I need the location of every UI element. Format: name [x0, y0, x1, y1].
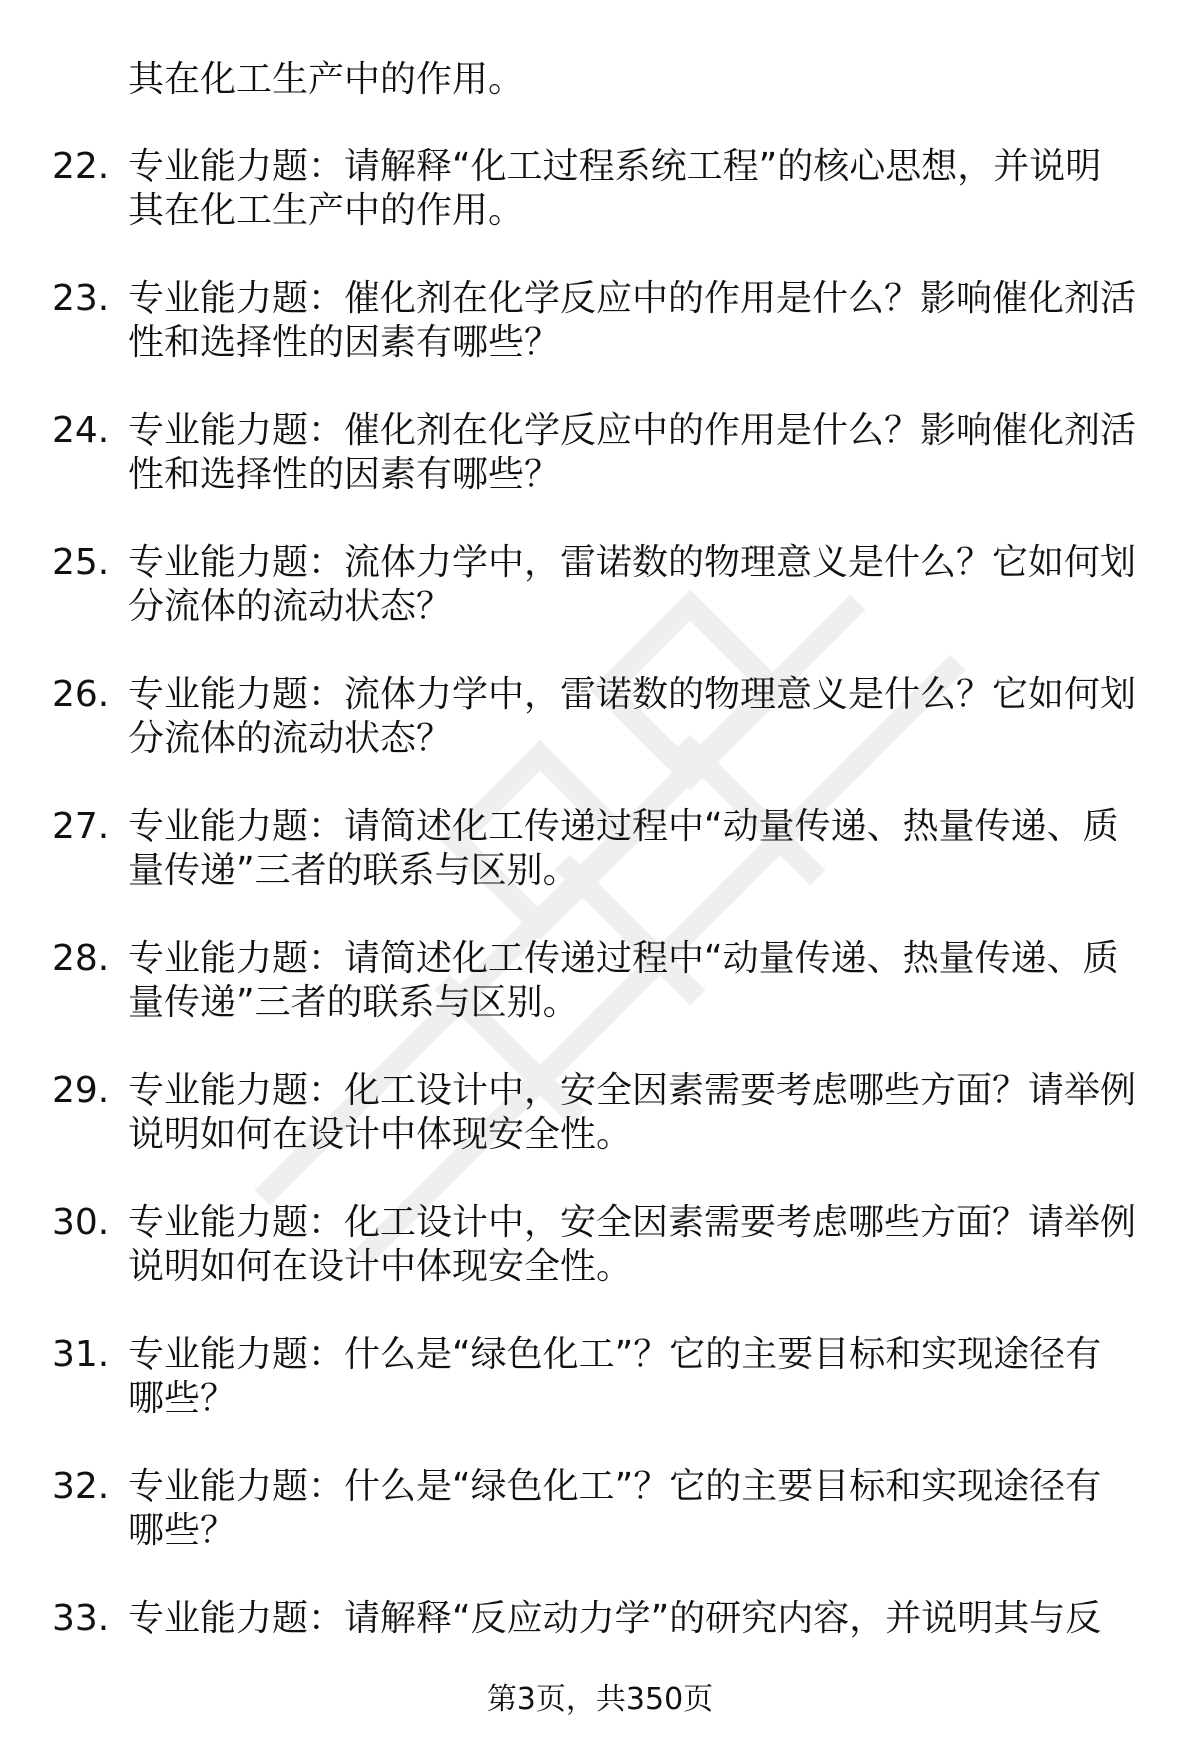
question-number: 30. — [52, 1202, 110, 1243]
question-text-line: 其在化工生产中的作用。 — [128, 190, 525, 231]
question-text — [128, 277, 1138, 365]
question-text-line: 专业能力题：流体力学中，雷诺数的物理意义是什么？它如何划 — [128, 542, 1137, 583]
question-text — [128, 541, 1138, 629]
question-item — [0, 805, 1200, 937]
question-number: 29. — [52, 1070, 110, 1111]
question-text-line: 性和选择性的因素有哪些？ — [128, 322, 561, 363]
question-number: 22. — [52, 146, 110, 187]
question-item — [0, 1333, 1200, 1465]
question-text-line: 专业能力题：化工设计中，安全因素需要考虑哪些方面？请举例 — [128, 1070, 1137, 1111]
question-number: 23. — [52, 278, 110, 319]
question-text — [128, 1201, 1138, 1289]
question-text-line: 专业能力题：什么是“绿色化工”？它的主要目标和实现途径有 — [128, 1334, 1102, 1375]
question-text — [128, 1069, 1138, 1157]
question-item — [0, 1069, 1200, 1201]
question-text-line: 性和选择性的因素有哪些？ — [128, 454, 561, 495]
question-number: 27. — [52, 806, 110, 847]
question-text-line: 说明如何在设计中体现安全性。 — [128, 1246, 633, 1287]
question-text — [128, 673, 1138, 761]
question-text — [128, 1333, 1138, 1421]
question-number: 25. — [52, 542, 110, 583]
question-text-line: 专业能力题：请解释“反应动力学”的研究内容，并说明其与反 — [128, 1598, 1102, 1639]
question-number: 31. — [52, 1334, 110, 1375]
question-item — [0, 409, 1200, 541]
question-text-line: 哪些？ — [128, 1378, 237, 1419]
question-text — [128, 1597, 1138, 1641]
question-text-line: 专业能力题：催化剂在化学反应中的作用是什么？影响催化剂活 — [128, 278, 1137, 319]
continuation-text: 其在化工生产中的作用。 — [128, 59, 525, 100]
question-text-line: 分流体的流动状态？ — [128, 586, 453, 627]
question-number: 26. — [52, 674, 110, 715]
question-item — [0, 541, 1200, 673]
question-text — [128, 409, 1138, 497]
question-number: 28. — [52, 938, 110, 979]
question-list — [0, 145, 1200, 1729]
question-text-line: 专业能力题：请简述化工传递过程中“动量传递、热量传递、质 — [128, 938, 1119, 979]
question-number: 33. — [52, 1598, 110, 1639]
question-text-line: 说明如何在设计中体现安全性。 — [128, 1114, 633, 1155]
question-number: 32. — [52, 1466, 110, 1507]
question-item — [0, 1201, 1200, 1333]
question-item — [0, 145, 1200, 277]
question-item — [0, 937, 1200, 1069]
question-text — [128, 145, 1138, 233]
question-text — [128, 805, 1138, 893]
question-text-line: 分流体的流动状态？ — [128, 718, 453, 759]
question-number: 24. — [52, 410, 110, 451]
question-text-line: 专业能力题：请解释“化工过程系统工程”的核心思想，并说明 — [128, 146, 1102, 187]
question-text-line: 专业能力题：化工设计中，安全因素需要考虑哪些方面？请举例 — [128, 1202, 1137, 1243]
question-text — [128, 937, 1138, 1025]
question-text-line: 专业能力题：流体力学中，雷诺数的物理意义是什么？它如何划 — [128, 674, 1137, 715]
question-text-line: 量传递”三者的联系与区别。 — [128, 850, 579, 891]
question-text — [128, 1465, 1138, 1553]
question-text-line: 专业能力题：催化剂在化学反应中的作用是什么？影响催化剂活 — [128, 410, 1137, 451]
question-item — [0, 277, 1200, 409]
question-item — [0, 673, 1200, 805]
question-item — [0, 1465, 1200, 1597]
page-number-footer: 第3页，共350页 — [486, 1682, 714, 1717]
question-text-line: 量传递”三者的联系与区别。 — [128, 982, 579, 1023]
question-text-line: 专业能力题：什么是“绿色化工”？它的主要目标和实现途径有 — [128, 1466, 1102, 1507]
question-text-line: 专业能力题：请简述化工传递过程中“动量传递、热量传递、质 — [128, 806, 1119, 847]
question-text-line: 哪些？ — [128, 1510, 237, 1551]
